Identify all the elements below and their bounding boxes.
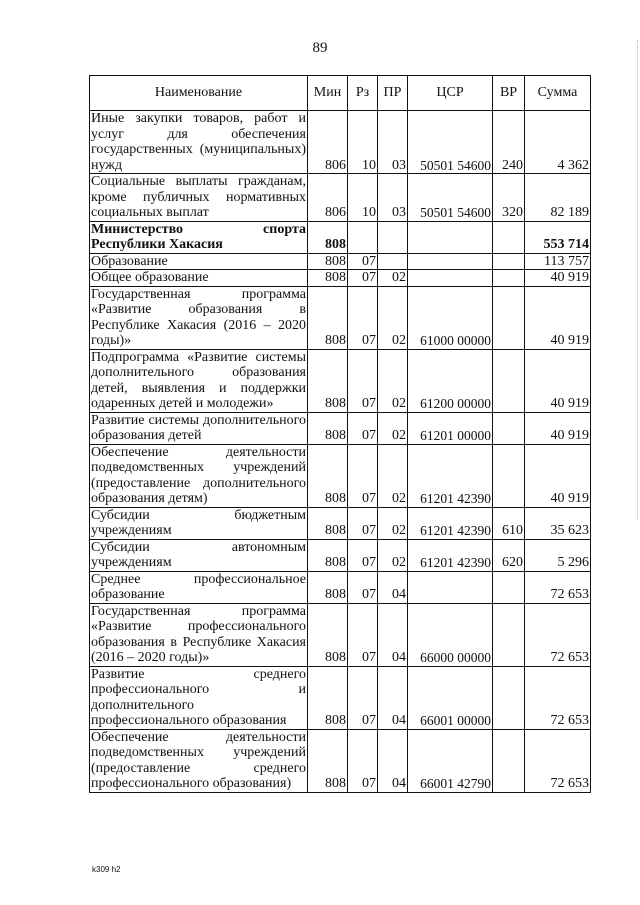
row-name: Субсидии бюджетным учреждениям bbox=[91, 507, 306, 538]
row-name: Подпрограмма «Развитие системы дополнительного образования детей, выявления и поддержки одаренных детей и молодежи» bbox=[91, 349, 306, 411]
row-rz: 07 bbox=[348, 603, 378, 666]
row-min: 808 bbox=[308, 539, 348, 571]
row-sum: 40 919 bbox=[525, 349, 591, 412]
row-pr: 02 bbox=[378, 539, 408, 571]
table-row bbox=[90, 444, 591, 507]
table-row bbox=[90, 253, 591, 270]
row-vr bbox=[493, 603, 525, 666]
row-pr bbox=[378, 221, 408, 253]
row-rz: 07 bbox=[348, 412, 378, 444]
row-sum: 72 653 bbox=[525, 571, 591, 603]
row-pr: 04 bbox=[378, 729, 408, 792]
row-vr bbox=[493, 444, 525, 507]
row-rz: 07 bbox=[348, 270, 378, 287]
row-name: Социальные выплаты гражданам, кроме публичных нормативных социальных выплат bbox=[91, 174, 306, 220]
row-rz: 07 bbox=[348, 729, 378, 792]
row-min: 808 bbox=[308, 221, 348, 253]
row-pr: 02 bbox=[378, 444, 408, 507]
header-vr: ВР bbox=[493, 76, 525, 111]
row-name: Иные закупки товаров, работ и услуг для обеспечения государственных (муниципальных) нужд bbox=[91, 111, 306, 173]
table-row bbox=[90, 270, 591, 287]
row-csr: 61201 42390 bbox=[408, 507, 493, 539]
scan-margin-mark bbox=[631, 40, 638, 520]
row-vr bbox=[493, 253, 525, 270]
row-pr bbox=[378, 253, 408, 270]
row-name: Обеспечение деятельности подведомственных учреждений (предоставление среднего профессионального образования) bbox=[91, 729, 306, 791]
row-min: 808 bbox=[308, 603, 348, 666]
row-min: 808 bbox=[308, 507, 348, 539]
row-rz: 07 bbox=[348, 539, 378, 571]
row-sum: 40 919 bbox=[525, 444, 591, 507]
row-vr bbox=[493, 270, 525, 287]
row-name: Обеспечение деятельности подведомственных учреждений (предоставление дополнительного образования детям) bbox=[91, 444, 306, 506]
row-vr bbox=[493, 729, 525, 792]
row-vr bbox=[493, 412, 525, 444]
row-rz: 07 bbox=[348, 444, 378, 507]
row-min: 806 bbox=[308, 111, 348, 174]
row-min: 808 bbox=[308, 666, 348, 729]
row-csr bbox=[408, 571, 493, 603]
table-row bbox=[90, 111, 591, 174]
row-csr bbox=[408, 221, 493, 253]
row-sum: 40 919 bbox=[525, 286, 591, 349]
row-pr: 02 bbox=[378, 286, 408, 349]
row-min: 808 bbox=[308, 571, 348, 603]
row-rz: 07 bbox=[348, 349, 378, 412]
row-pr: 03 bbox=[378, 174, 408, 222]
table-row bbox=[90, 349, 591, 412]
header-sum: Сумма bbox=[525, 76, 591, 111]
row-name: Среднее профессиональное образование bbox=[91, 571, 306, 602]
page-number: 89 bbox=[312, 40, 328, 56]
row-name: Развитие среднего профессионального и дополнительного профессионального образования bbox=[91, 666, 306, 728]
row-name: Субсидии автономным учреждениям bbox=[91, 539, 306, 570]
row-csr: 61201 42390 bbox=[408, 444, 493, 507]
row-vr: 320 bbox=[493, 174, 525, 222]
row-sum: 72 653 bbox=[525, 603, 591, 666]
row-vr: 610 bbox=[493, 507, 525, 539]
row-rz: 07 bbox=[348, 253, 378, 270]
row-pr: 03 bbox=[378, 111, 408, 174]
row-name: Государственная программа «Развитие профессионального образования в Республике Хакасия (2016 – 2020 годы)» bbox=[91, 603, 306, 665]
row-pr: 04 bbox=[378, 571, 408, 603]
row-min: 808 bbox=[308, 349, 348, 412]
row-sum: 35 623 bbox=[525, 507, 591, 539]
row-min: 808 bbox=[308, 286, 348, 349]
row-csr: 50501 54600 bbox=[408, 111, 493, 174]
row-sum: 5 296 bbox=[525, 539, 591, 571]
row-min: 808 bbox=[308, 729, 348, 792]
table-row bbox=[90, 539, 591, 571]
row-csr: 50501 54600 bbox=[408, 174, 493, 222]
row-min: 806 bbox=[308, 174, 348, 222]
row-pr: 02 bbox=[378, 412, 408, 444]
row-csr: 66001 00000 bbox=[408, 666, 493, 729]
row-vr bbox=[493, 666, 525, 729]
row-sum: 72 653 bbox=[525, 729, 591, 792]
table-row bbox=[90, 571, 591, 603]
row-vr bbox=[493, 571, 525, 603]
row-pr: 02 bbox=[378, 270, 408, 287]
header-pr: ПР bbox=[378, 76, 408, 111]
row-name: Общее образование bbox=[90, 270, 308, 287]
row-sum: 553 714 bbox=[525, 221, 591, 253]
row-pr: 04 bbox=[378, 603, 408, 666]
row-sum: 40 919 bbox=[525, 270, 591, 287]
table-row bbox=[90, 666, 591, 729]
row-pr: 04 bbox=[378, 666, 408, 729]
row-rz bbox=[348, 221, 378, 253]
table-row bbox=[90, 412, 591, 444]
header-csr: ЦСР bbox=[408, 76, 493, 111]
table-row bbox=[90, 507, 591, 539]
row-csr: 61201 42390 bbox=[408, 539, 493, 571]
row-csr: 61200 00000 bbox=[408, 349, 493, 412]
row-min: 808 bbox=[308, 444, 348, 507]
row-min: 808 bbox=[308, 270, 348, 287]
row-rz: 10 bbox=[348, 111, 378, 174]
header-rz: Рз bbox=[348, 76, 378, 111]
row-min: 808 bbox=[308, 253, 348, 270]
row-sum: 82 189 bbox=[525, 174, 591, 222]
row-name: Развитие системы дополнительного образования детей bbox=[91, 412, 306, 443]
table-row bbox=[90, 603, 591, 666]
row-vr: 620 bbox=[493, 539, 525, 571]
table-row bbox=[90, 286, 591, 349]
row-sum: 40 919 bbox=[525, 412, 591, 444]
row-csr: 61000 00000 bbox=[408, 286, 493, 349]
row-name: Образование bbox=[90, 253, 308, 270]
table-header-row bbox=[90, 76, 591, 111]
row-vr bbox=[493, 349, 525, 412]
row-rz: 07 bbox=[348, 286, 378, 349]
row-vr: 240 bbox=[493, 111, 525, 174]
row-name: Министерство спорта Республики Хакасия bbox=[91, 221, 306, 252]
row-min: 808 bbox=[308, 412, 348, 444]
table-row bbox=[90, 221, 591, 253]
header-name: Наименование bbox=[90, 76, 308, 111]
header-min: Мин bbox=[308, 76, 348, 111]
row-rz: 07 bbox=[348, 571, 378, 603]
row-csr: 66000 00000 bbox=[408, 603, 493, 666]
row-csr: 66001 42790 bbox=[408, 729, 493, 792]
row-csr bbox=[408, 270, 493, 287]
row-pr: 02 bbox=[378, 507, 408, 539]
row-sum: 113 757 bbox=[525, 253, 591, 270]
row-sum: 72 653 bbox=[525, 666, 591, 729]
row-pr: 02 bbox=[378, 349, 408, 412]
table-row bbox=[90, 174, 591, 222]
row-csr: 61201 00000 bbox=[408, 412, 493, 444]
table-row bbox=[90, 729, 591, 792]
document-code: k309 h2 bbox=[92, 865, 121, 874]
row-rz: 07 bbox=[348, 666, 378, 729]
row-rz: 07 bbox=[348, 507, 378, 539]
row-name: Государственная программа «Развитие образования в Республике Хакасия (2016 – 2020 годы)» bbox=[91, 286, 306, 348]
row-sum: 4 362 bbox=[525, 111, 591, 174]
row-csr bbox=[408, 253, 493, 270]
row-vr bbox=[493, 286, 525, 349]
row-vr bbox=[493, 221, 525, 253]
row-rz: 10 bbox=[348, 174, 378, 222]
budget-table bbox=[89, 75, 591, 793]
